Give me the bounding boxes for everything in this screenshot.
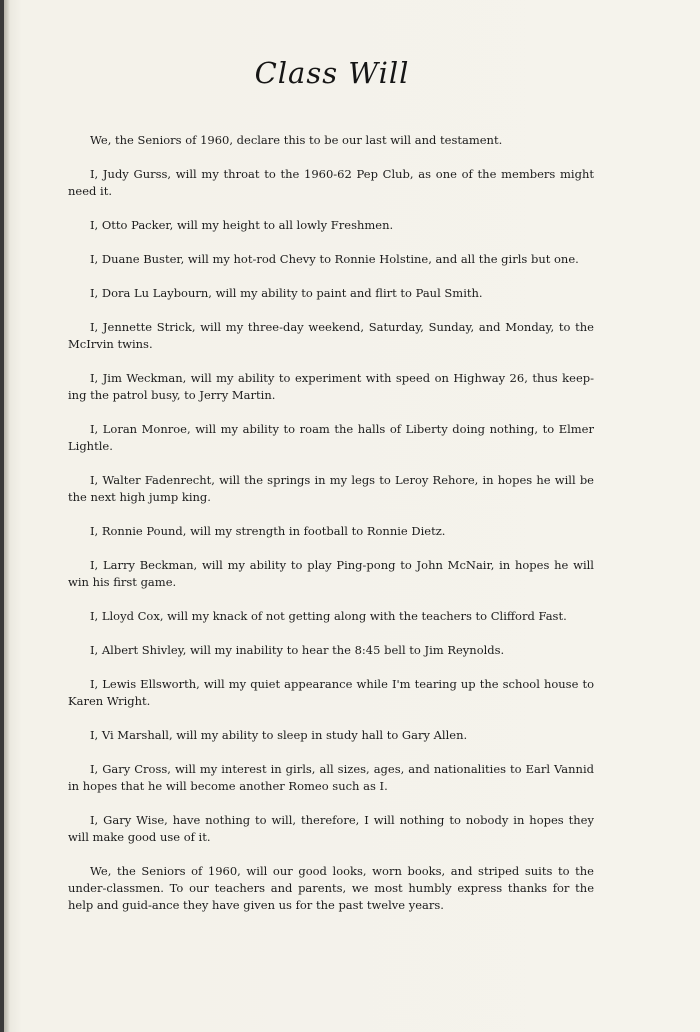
will-paragraph: I, Gary Wise, have nothing to will, therefore, I will nothing to nobody in hopes they will make good use of it.	[68, 813, 594, 844]
will-paragraph: I, Lewis Ellsworth, will my quiet appearance while I'm tearing up the school house to Karen Wright.	[68, 677, 594, 708]
will-paragraph: I, Dora Lu Laybourn, will my ability to paint and flirt to Paul Smith.	[90, 286, 483, 300]
will-paragraph: I, Albert Shivley, will my inability to hear the 8:45 bell to Jim Reynolds.	[90, 643, 505, 657]
will-paragraph: I, Ronnie Pound, will my strength in football to Ronnie Dietz.	[90, 524, 446, 538]
intro-paragraph: We, the Seniors of 1960, declare this to be our last will and testament.	[90, 133, 503, 147]
page-title: Class Will	[254, 56, 410, 90]
binding-shadow	[4, 0, 10, 1032]
will-paragraph: I, Duane Buster, will my hot-rod Chevy to Ronnie Holstine, and all the girls but one.	[90, 252, 579, 266]
will-body	[68, 132, 594, 931]
will-paragraph: I, Lloyd Cox, will my knack of not getting along with the teachers to Clifford Fast.	[90, 609, 567, 623]
will-paragraph: I, Walter Fadenrecht, will the springs in my legs to Leroy Rehore, in hopes he will be the next high jump king.	[68, 473, 594, 504]
will-paragraph: I, Otto Packer, will my height to all lowly Freshmen.	[90, 218, 394, 232]
will-paragraph: I, Jennette Strick, will my three-day weekend, Saturday, Sunday, and Monday, to the McIrvin twins.	[68, 320, 594, 351]
will-paragraph: I, Loran Monroe, will my ability to roam the halls of Liberty doing nothing, to Elmer Lightle.	[68, 422, 594, 453]
will-paragraph: I, Jim Weckman, will my ability to experiment with speed on Highway 26, thus keep-ing the patrol busy, to Jerry Martin.	[68, 371, 594, 402]
will-paragraph: I, Judy Gurss, will my throat to the 1960-62 Pep Club, as one of the members might need it.	[68, 167, 594, 198]
will-paragraph: I, Vi Marshall, will my ability to sleep in study hall to Gary Allen.	[90, 728, 468, 742]
closing-paragraph: We, the Seniors of 1960, will our good looks, worn books, and striped suits to the under-classmen. To our teachers and parents, we most humbly express thanks for the help and guid-ance they have given us for the past twelve years.	[68, 864, 594, 912]
will-paragraph: I, Gary Cross, will my interest in girls, all sizes, ages, and nationalities to Earl Vannid in hopes that he will become another Romeo such as I.	[68, 762, 594, 793]
will-paragraph: I, Larry Beckman, will my ability to play Ping-pong to John McNair, in hopes he will win his first game.	[68, 558, 594, 589]
